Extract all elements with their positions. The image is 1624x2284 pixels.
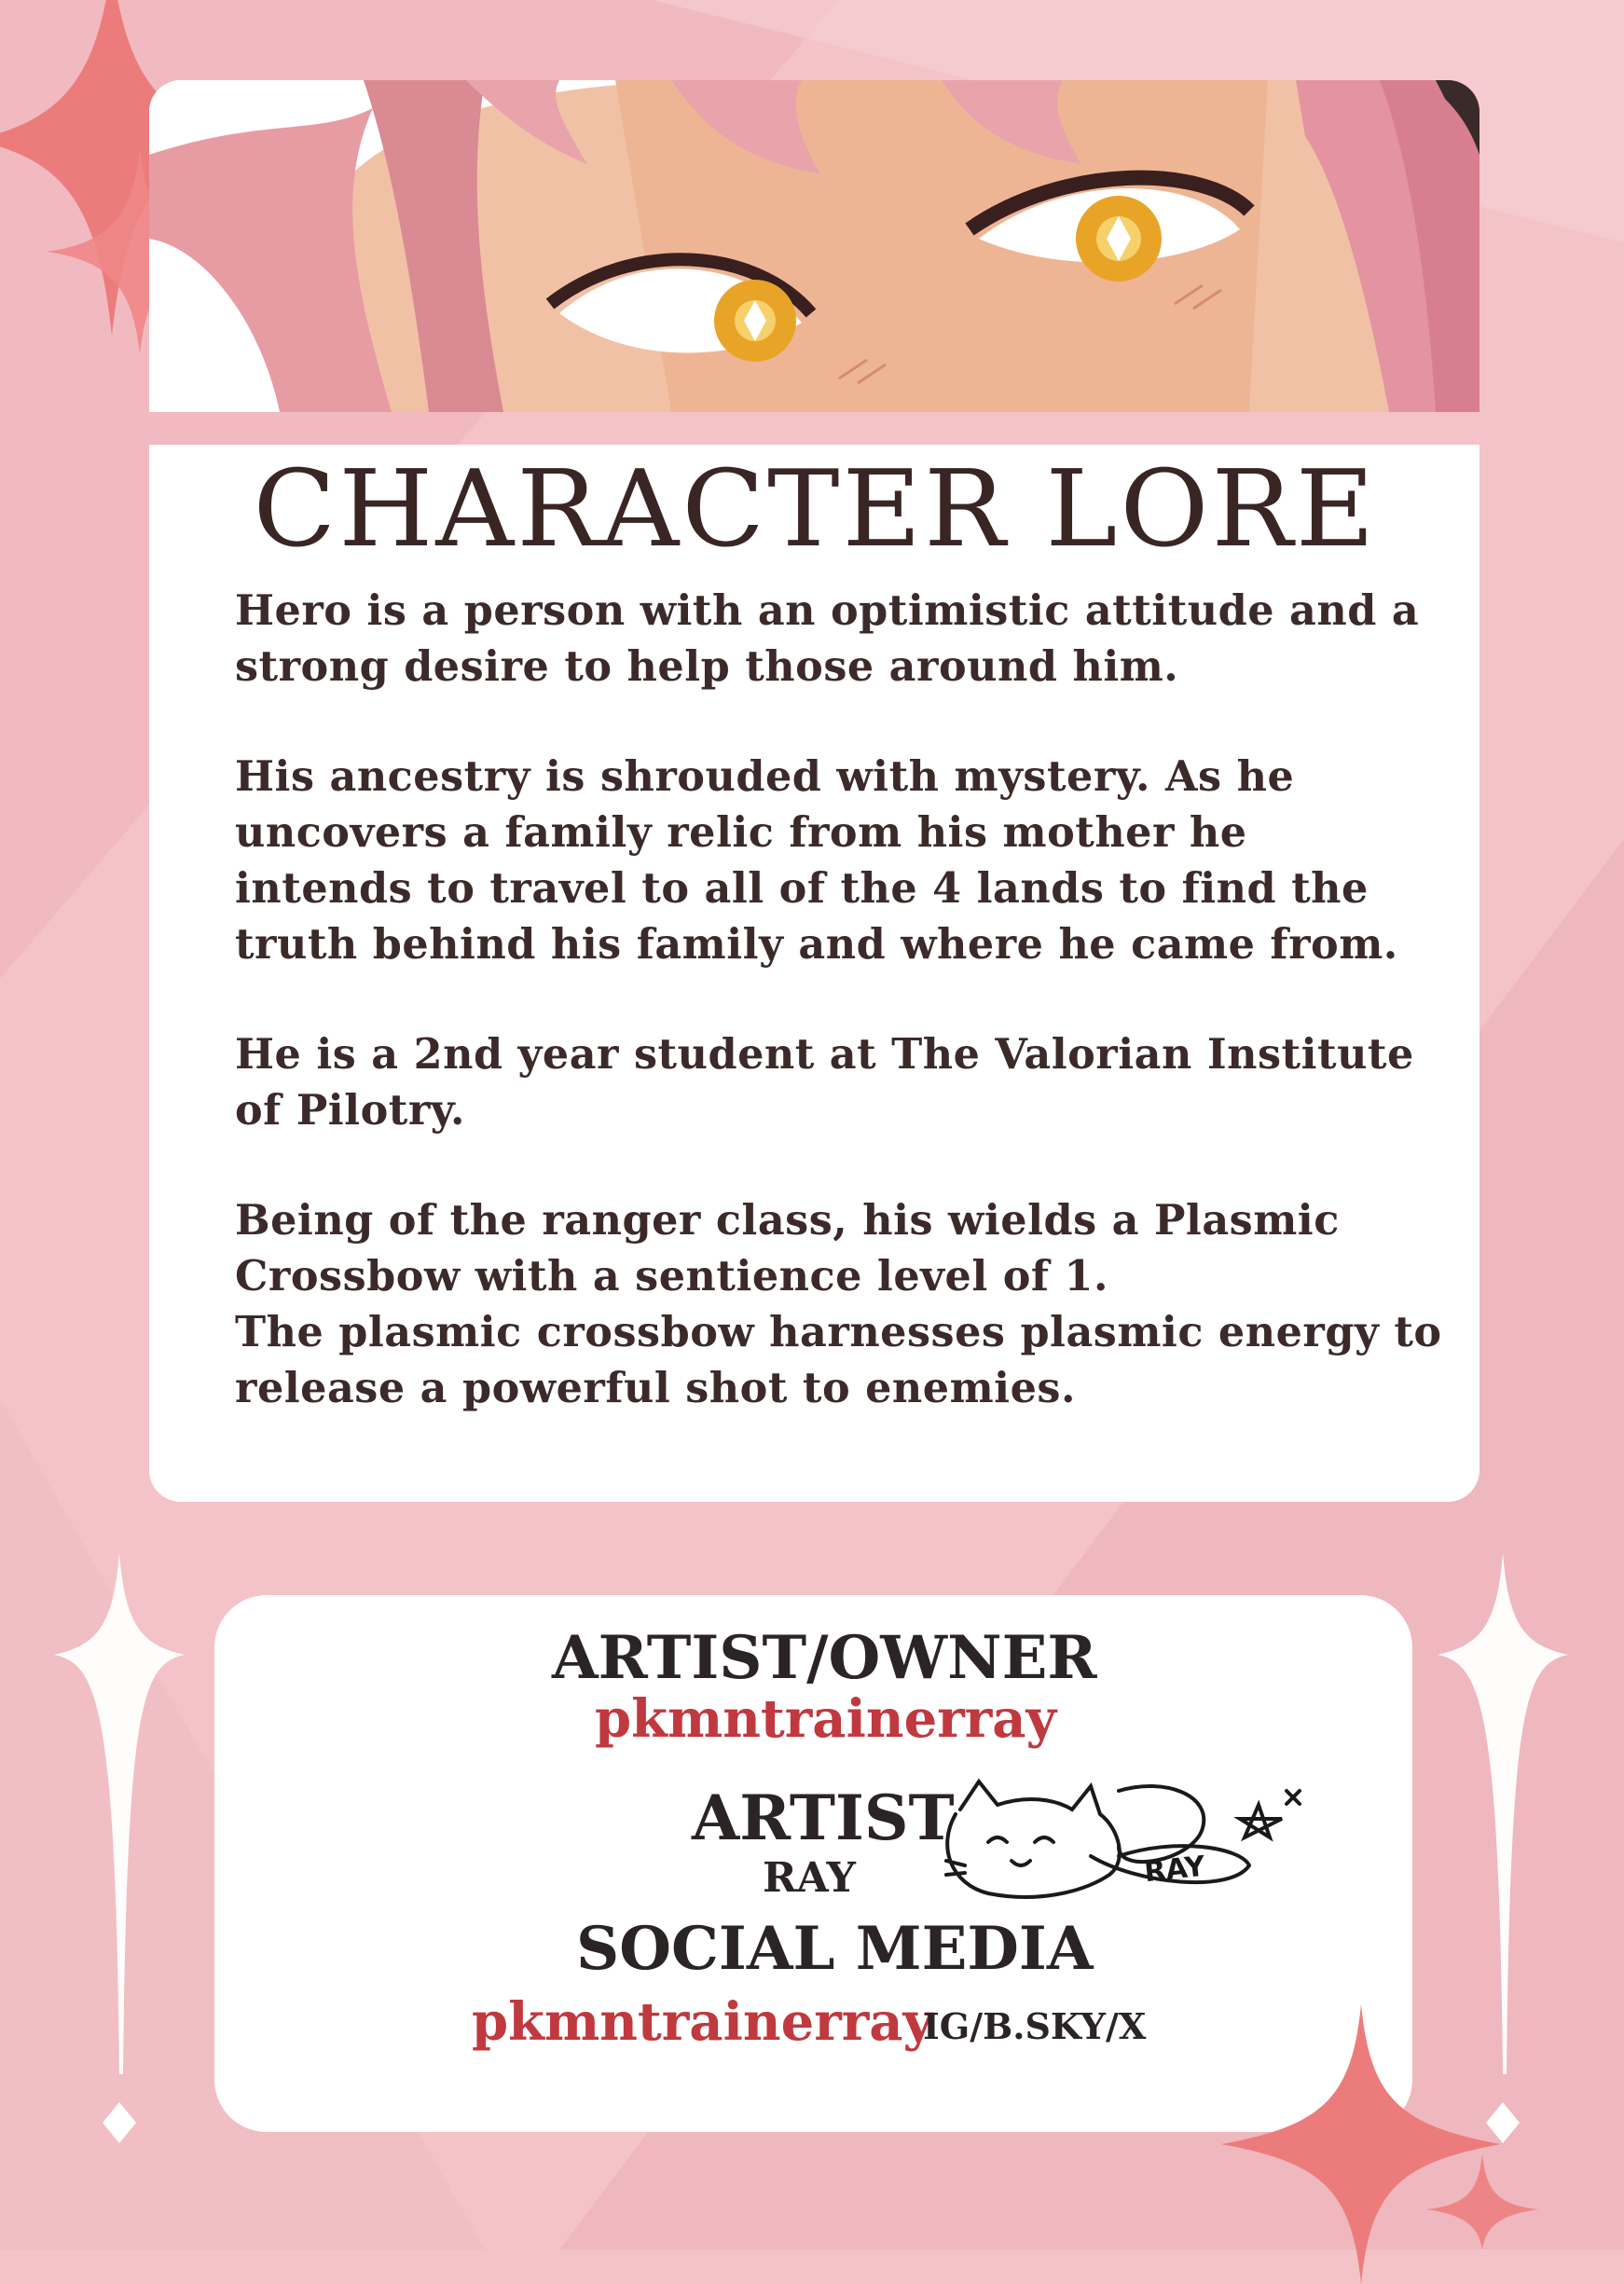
lore-line: release a powerful shot to enemies. xyxy=(235,1364,1076,1412)
social-platforms: IG/B.SKY/X xyxy=(923,2005,1147,2047)
artist-signature xyxy=(932,1772,1314,1912)
lore-title: CHARACTER LORE xyxy=(253,447,1378,571)
lore-line: Being of the ranger class, his wields a Plasmic xyxy=(235,1196,1340,1245)
lore-line: strong desire to help those around him. xyxy=(235,642,1179,691)
lore-line: of Pilotry. xyxy=(235,1086,466,1135)
social-media-label: SOCIAL MEDIA xyxy=(576,1914,1094,1984)
character-eyes-artwork xyxy=(149,80,1479,412)
lore-line: His ancestry is shrouded with mystery. As he xyxy=(235,752,1295,801)
sparkle-icon xyxy=(1426,2153,1538,2250)
lore-card xyxy=(149,445,1479,1502)
lore-line: Crossbow with a sentience level of 1. xyxy=(235,1252,1108,1300)
artist-owner-label: ARTIST/OWNER xyxy=(552,1623,1097,1693)
signature-text: RAY xyxy=(1142,1850,1207,1890)
artist-name: RAY xyxy=(763,1854,856,1902)
artist-label: ARTIST xyxy=(692,1782,955,1854)
lore-line: truth behind his family and where he came from. xyxy=(235,920,1398,969)
lore-body xyxy=(235,583,1442,1416)
artist-owner-handle[interactable]: pkmntrainerray xyxy=(595,1688,1057,1750)
lore-line: intends to travel to all of the 4 lands to find the xyxy=(235,864,1369,913)
lore-paragraph xyxy=(235,749,1396,972)
lore-line: The plasmic crossbow harnesses plasmic energy to xyxy=(235,1308,1442,1356)
lore-paragraph xyxy=(235,583,1420,695)
lore-paragraph xyxy=(235,1026,1414,1138)
lore-paragraph xyxy=(235,1192,1442,1416)
lore-line: uncovers a family relic from his mother he xyxy=(235,808,1247,857)
lore-line: He is a 2nd year student at The Valorian Institute xyxy=(235,1030,1414,1079)
sparkle-icon xyxy=(54,1552,185,2149)
lore-line: Hero is a person with an optimistic attitude and a xyxy=(235,586,1420,635)
social-media-handle[interactable]: pkmntrainerray xyxy=(472,1991,934,2053)
